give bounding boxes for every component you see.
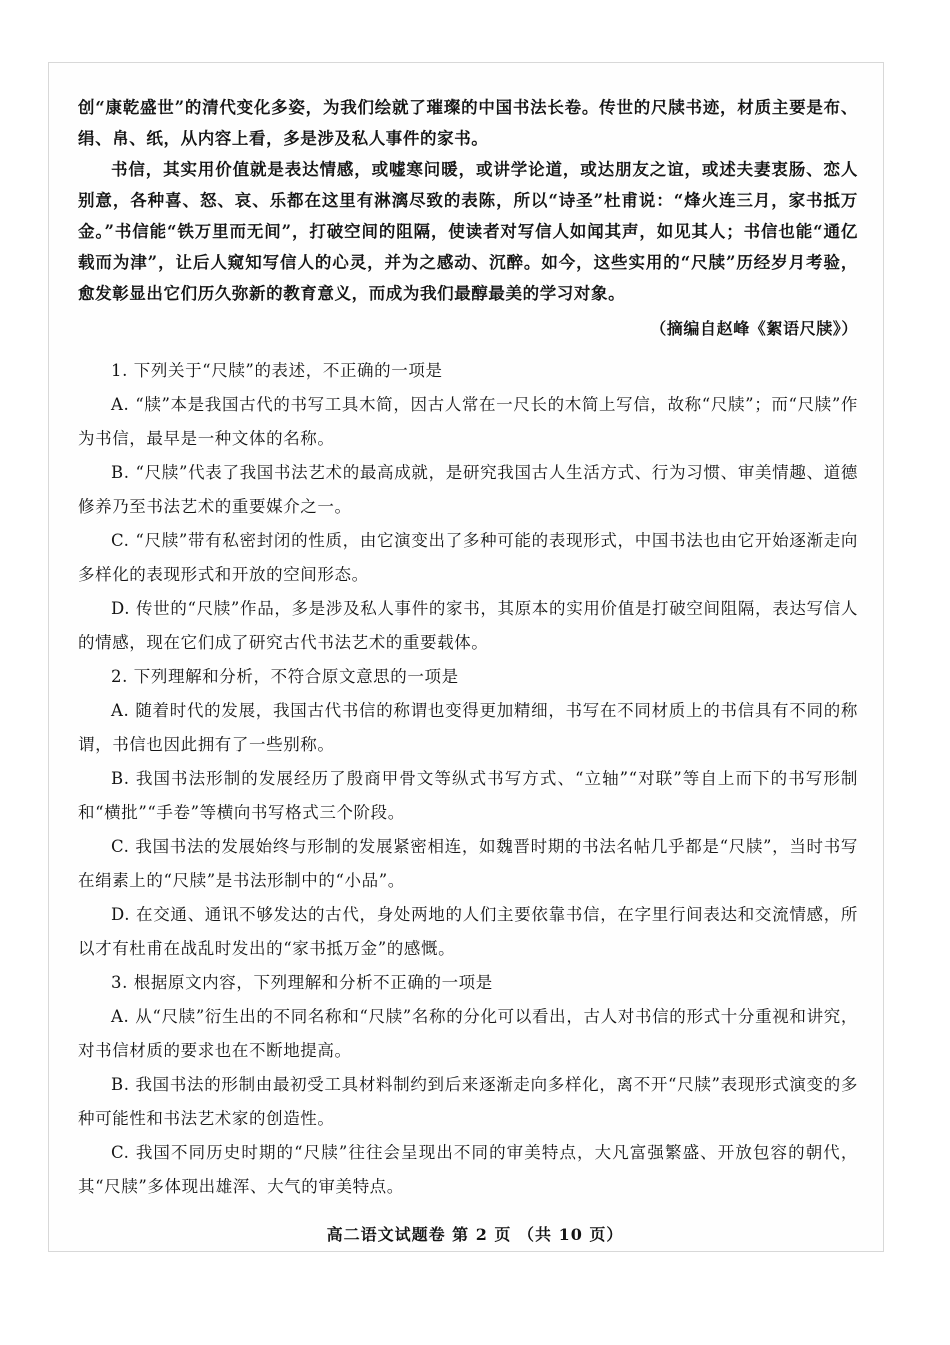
question-3 [78, 966, 858, 1204]
document-body [78, 92, 858, 1204]
passage-paragraph-2: 书信，其实用价值就是表达情感，或嘘寒问暖，或讲学论道，或达朋友之谊，或述夫妻衷肠、恋人别意，各种喜、怒、哀、乐都在这里有淋漓尽致的表陈，所以“诗圣”杜甫说：“烽火连三月，家书抵万金。”书信能“铁万里而无间”，打破空间的阻隔，使读者对写信人如闻其声，如见其人；书信也能“通亿载而为津”，让后人窥知写信人的心灵，并为之感动、沉醉。如今，这些实用的“尺牍”历经岁月考验，愈发彰显出它们历久弥新的教育意义，而成为我们最醇最美的学习对象。 [78, 160, 858, 303]
option-d: D. 在交通、通讯不够发达的古代，身处两地的人们主要依靠书信，在字里行间表达和交流情感，所以才有杜甫在战乱时发出的“家书抵万金”的感慨。 [78, 905, 858, 958]
page-footer: 高二语文试题卷 第 2 页 （共 10 页） [326, 1225, 624, 1244]
question-stem: 2. 下列理解和分析，不符合原文意思的一项是 [111, 667, 459, 686]
option-c: C. “尺牍”带有私密封闭的性质，由它演变出了多种可能的表现形式，中国书法也由它开始逐渐走向多样化的表现形式和开放的空间形态。 [78, 531, 858, 584]
option-b: B. “尺牍”代表了我国书法艺术的最高成就，是研究我国古人生活方式、行为习惯、审美情趣、道德修养乃至书法艺术的重要媒介之一。 [78, 463, 858, 516]
option-a: A. 从“尺牍”衍生出的不同名称和“尺牍”名称的分化可以看出，古人对书信的形式十分重视和讲究，对书信材质的要求也在不断地提高。 [78, 1007, 858, 1060]
option-a: A. 随着时代的发展，我国古代书信的称谓也变得更加精细，书写在不同材质上的书信具有不同的称谓，书信也因此拥有了一些别称。 [78, 701, 858, 754]
option-b: B. 我国书法形制的发展经历了殷商甲骨文等纵式书写方式、“立轴”“对联”等自上而下的书写形制和“横批”“手卷”等横向书写格式三个阶段。 [78, 769, 858, 822]
option-c: C. 我国不同历史时期的“尺牍”往往会呈现出不同的审美特点，大凡富强繁盛、开放包容的朝代，其“尺牍”多体现出雄浑、大气的审美特点。 [78, 1143, 858, 1196]
passage-source: （摘编自赵峰《絮语尺牍》） [650, 319, 858, 338]
question-1 [78, 354, 858, 660]
question-stem: 1. 下列关于“尺牍”的表述，不正确的一项是 [111, 361, 443, 380]
option-a: A. “牍”本是我国古代的书写工具木简，因古人常在一尺长的木简上写信，故称“尺牍”；而“尺牍”作为书信，最早是一种文体的名称。 [78, 395, 858, 448]
option-b: B. 我国书法的形制由最初受工具材料制约到后来逐渐走向多样化，离不开“尺牍”表现形式演变的多种可能性和书法艺术家的创造性。 [78, 1075, 858, 1128]
question-stem: 3. 根据原文内容，下列理解和分析不正确的一项是 [111, 973, 493, 992]
passage-paragraph-1: 创“康乾盛世”的清代变化多姿，为我们绘就了璀璨的中国书法长卷。传世的尺牍书迹，材质主要是布、绢、帛、纸，从内容上看，多是涉及私人事件的家书。 [78, 98, 858, 148]
question-2 [78, 660, 858, 966]
option-c: C. 我国书法的发展始终与形制的发展紧密相连，如魏晋时期的书法名帖几乎都是“尺牍”，当时书写在绢素上的“尺牍”是书法形制中的“小品”。 [78, 837, 858, 890]
option-d: D. 传世的“尺牍”作品，多是涉及私人事件的家书，其原本的实用价值是打破空间阻隔，表达写信人的情感，现在它们成了研究古代书法艺术的重要载体。 [78, 599, 858, 652]
